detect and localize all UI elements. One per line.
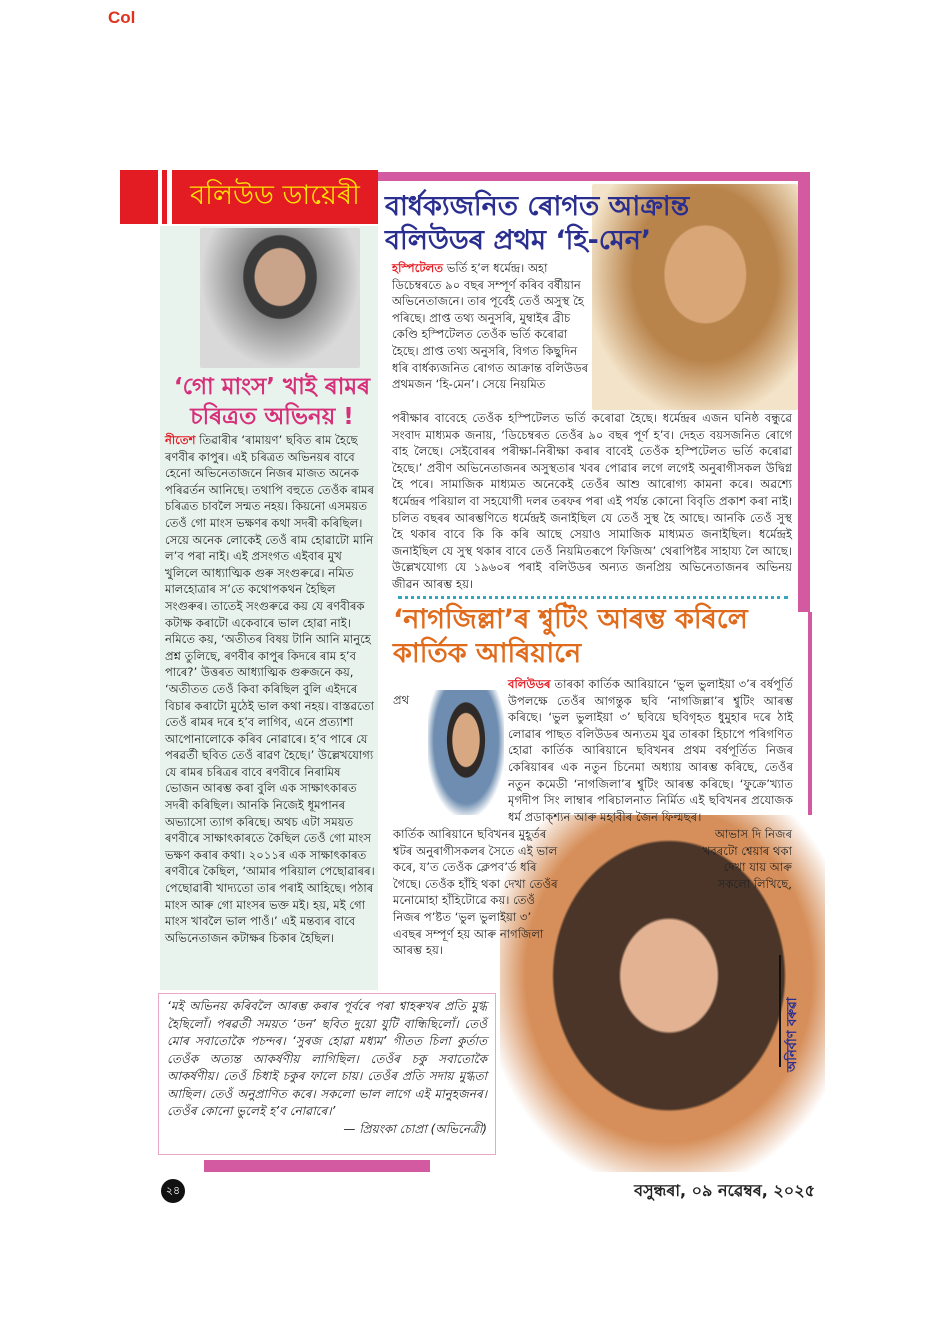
article3-prefix: প্ৰথ xyxy=(393,692,409,711)
pink-bar-bottom xyxy=(204,1160,430,1172)
article2-headline: ‘গো মাংস’ খাই ৰামৰ চৰিত্ৰত অভিনয় ! xyxy=(173,374,371,430)
article2-body xyxy=(165,432,375,946)
article3-lead: বলিউডৰ xyxy=(508,677,551,691)
article3-body-top xyxy=(508,676,793,825)
article3-text-a: তাৰকা কাৰ্তিক আৰিয়ানে ‘ভুল ভুলাইয়া ৩’ৰ বৰ্ষপূৰ্তি উপলক্ষে তেওঁৰ আগন্তুক ছবি ‘নাগজিল্লা’ৰ শ্বুটিং আৰম্ভ কৰিছে। ‘ভুল ভুলাইয়া ৩’ ছবিয়ে ছবিগৃহত ধুমুহাৰ দৰে ঠাই লোৱাৰ পাছত বলিউডৰ অন্যতম যুৱ তাৰকা হিচাপে পৰিগণিত হোৱা কাৰ্তিক আৰিয়ানে ছবিখনৰ প্ৰথম বৰ্ষপূৰ্তিত নিজৰ কেৰিয়াৰৰ এক নতুন চিনেমা অধ্যায় আৰম্ভ কৰিছে, তেওঁৰ নতুন কমেডী ‘নাগজিলা’ৰ শ্বুটিং আৰম্ভ কৰিছে। ‘ফুক্ৰে’খ্যাত মৃগদীপ সিং লাম্বাৰ পৰিচালনাত নিৰ্মিত এই ছবিখনৰ প্ৰযোজক ধৰ্ম প্ৰডাক্‌শ্যন আৰু মহাবীৰ জৈন ফিল্মছৰ। xyxy=(508,677,793,824)
section-title: বলিউড ডায়েৰী xyxy=(172,170,378,224)
ranbir-kapoor-photo xyxy=(200,228,360,368)
article1-text-b: পৰীক্ষাৰ বাবেহে তেওঁক হস্পিটেলত ভৰ্তি কৰোৱা হৈছে। ধৰ্মেন্দ্ৰৰ এজন ঘনিষ্ঠ বন্ধুৱে সংবাদ মাধ্যমক জনায়, ‘ডিচেম্বৰত তেওঁৰ ৯০ বছৰ পূৰ্ণ হ’ব। দেহত বয়সজনিত ৰোগে বাহ লৈছে। সেইবোৰৰ পৰীক্ষা-নিৰীক্ষা কৰাৰ বাবেই তেওঁক হস্পিটেলত ভৰ্তি কৰোৱা হৈছে।’ প্ৰবীণ অভিনেতাজনৰ অসুস্থতাৰ খবৰ পোৱাৰ লগে লগেই অনুৰাগীসকল উদ্বিগ্ন হৈ পৰে। সামাজিক মাধ্যমত অনেকেই তেওঁৰ আশু আৰোগ্য কামনা কৰে। অৱশ্যে ধৰ্মেন্দ্ৰৰ পৰিয়াল বা সহযোগী দলৰ তৰফৰ পৰা এই পৰ্যন্ত কোনো বিবৃতি প্ৰকাশ কৰা নাই। চলিত বছৰৰ আৰম্ভণিতে ধৰ্মেন্দ্ৰই জনাইছিল যে তেওঁ সুস্থ হৈ আছে। আনকি তেওঁ সুস্থ হৈ থকাৰ বাবে কি কি কৰি আছে সেয়াও সামাজিক মাধ্যমত জনাইছিল। ধৰ্মেন্দ্ৰই জনাইছিল যে সুস্থ থকাৰ বাবে তেওঁ নিয়মিতৰূপে ফিজিঅ’ থেৰাপিষ্টৰ সাহায্য লৈ আছে। উল্লেখযোগ্য যে ১৯৬০ৰ পৰাই বলিউডৰ অন্যত জনপ্ৰিয় অভিনেতাজনৰ অভিনয় জীৱন আৰম্ভ হয়। xyxy=(392,411,792,591)
byline-rule xyxy=(779,955,781,1067)
quote-text: ‘মই অভিনয় কৰিবলৈ আৰম্ভ কৰাৰ পূৰ্বৰে পৰা শ্বাহৰুখৰ প্ৰতি মুগ্ধ হৈছিলোঁ। পৰৱৰ্তী সময়ত ‘ডন’ ছবিত দুয়ো যুটি বান্ধিছিলোঁ। তেওঁ মোৰ সবাতোকৈ পচন্দৰ। ‘সুৰজ হোৱা মধ্যম’ গীতত চিলা কুৰ্তাত তেওঁক অত্যন্ত আকৰ্ষণীয় লাগিছিল। তেওঁৰ চকু সবাতোকৈ আকৰ্ষণীয়। তেওঁ চিধাই চকুৰ ফালে চায়। তেওঁৰ প্ৰতি সদায় মুগ্ধতা আছিল। তেওঁ অনুপ্ৰাণিত কৰে। সকলো ভাল লাগে এই মানুহজনৰ। তেওঁৰ কোনো ভুলেই হ’ব নোৱাৰে।’ xyxy=(167,999,487,1118)
corner-label: Col xyxy=(108,8,136,27)
section-banner-stripe xyxy=(162,170,167,224)
article3-text-b: কাৰ্তিক আৰিয়ানে ছবিখনৰ মুহূৰ্তৰ শ্বটৰ অনুৰাগীসকলৰ সৈতে এই ভাল কৰে, য’ত তেওঁক ক্লেপব’ৰ্ড ধৰি গৈছে। তেওঁক হাঁহি থকা দেখা তেওঁৰ মনোমোহা হাঁহিটোৱে কয়। তেওঁ নিজৰ প’ষ্টত ‘ভুল ভুলাইয়া ৩’ এবছৰ সম্পূৰ্ণ হয় আৰু নাগজিলা আৰম্ভ হয়। xyxy=(393,827,558,958)
article3-text-c: আভাস দি নিজৰ খবৰটো শ্বেয়াৰ থকা দেখা যায় আৰু সকলো লিখিছে, xyxy=(702,827,792,891)
section-banner-block xyxy=(120,170,158,224)
article1-text-a: ভৰ্তি হ’ল ধৰ্মেন্দ্ৰ। অহা ডিচেম্বৰতে ৯০ বছৰ সম্পূৰ্ণ কৰিব বৰ্ষীয়ান অভিনেতাজনে। তাৰ পূৰ্বেই তেওঁ অসুস্থ হৈ পৰিছে। প্ৰাপ্ত তথ্য অনুসৰি, মুম্বাইৰ ব্ৰীচ কেণ্ডি হস্পিটেলত তেওঁক ভৰ্তি কৰোৱা হৈছে। প্ৰাপ্ত তথ্য অনুসৰি, বিগত কিছুদিন ধৰি বাৰ্ধক্যজনিত ৰোগত আক্ৰান্ত বলিউডৰ প্ৰথমজন ‘হি-মেন’। সেয়ে নিয়মিত xyxy=(392,261,589,392)
article2-text: তিৱাৰীৰ ‘ৰামায়ণ’ ছবিত ৰাম হৈছে ৰণবীৰ কাপুৰ। এই চৰিত্ৰত অভিনয়ৰ বাবে হেনো অভিনেতাজনে নিজৰ মাজত অনেক পৰিৱৰ্তন আনিছে। তথাপি বহুতে তেওঁক ৰামৰ চৰিত্ৰত চাবলৈ সন্মত নহয়। কিয়নো এসময়ত তেওঁ গো মাংস ভক্ষণৰ কথা সদৰী কৰিছিল। সেয়ে অনেক লোকেই তেওঁ ৰাম হোৱাটো মানি ল’ব পৰা নাই। এই প্ৰসংগত এইবাৰ মুখ খুলিলে আধ্যাত্মিক গুৰু সংগুৰুৱে। নমিত মালহোত্ৰাৰ স’তে কথোপকথন হৈছিল সংগুৰুৰ। তাতেই সংগুৰুৱে কয় যে ৰণবীৰক কটাক্ষ কৰাটো একেবাৰে ভাল হোৱা নাই। নমিতে কয়, ‘অতীতৰ বিষয় টানি আনি মানুহে প্ৰশ্ন তুলিছে, ৰণবীৰ কাপুৰ কিদৰে ৰাম হ’ব পাৰে?’ উত্তৰত আধ্যাত্মিক গুৰুজনে কয়, ‘অতীতত তেওঁ কিবা কৰিছিল বুলি এইদৰে বিচাৰ কৰাটো মুঠেই ভাল কথা নহয়। বাস্তৱতো তেওঁ ৰামৰ দৰে হ’ব লাগিব, এনে প্ৰত্যাশা আপোনালোকে কৰিব নোৱাৰে। হ’ব পাৰে যে পৰৱৰ্তী ছবিত তেওঁ ৰাৱণ হৈছে।’ উল্লেখযোগ্য যে ৰামৰ চৰিত্ৰৰ বাবে ৰণবীৰে নিৰামিষ ভোজন আৰম্ভ কৰা বুলি এক সাক্ষাৎকাৰত সদৰী কৰিছিল। আনকি নিজেই ধূমপানৰ অভ্যাসো ত্যাগ কৰিছে। অথচ এটা সময়ত ৰণবীৰে সাক্ষাৎকাৰতে কৈছিল তেওঁ গো মাংস ভক্ষণ কৰাৰ কথা। ২০১১ৰ এক সাক্ষাৎকাৰত ৰণবীৰে কৈছিল, ‘আমাৰ পৰিয়াল পেছোৱাৰৰ। পেছোৱাৰী খাদ্যতো তাৰ পৰাই আহিছে। পঠাৰ মাংস আৰু গো মাংসৰ ভক্ত মই। হয়, মই গো মাংস খাবলৈ ভাল পাওঁ।’ এই মন্তব্যৰ বাবে অভিনেতাজন কটাক্ষৰ চিকাৰ হৈছিল। xyxy=(165,433,375,945)
publication-date: ০৯ নৱেম্বৰ, ২০২৫ xyxy=(691,1181,815,1200)
quote-box xyxy=(158,993,496,1155)
page-number: ২৪ xyxy=(161,1179,185,1203)
article1-headline: বাৰ্ধক্যজনিত ৰোগত আক্ৰান্ত বলিউডৰ প্ৰথম ‘হি-মেন’ xyxy=(385,191,690,256)
publication-name: বসুন্ধৰা, xyxy=(634,1181,687,1200)
footer-publication xyxy=(560,1178,815,1205)
kartik-aaryan-photo xyxy=(428,690,504,815)
article1-lead: হস্পিটেলত xyxy=(392,261,444,275)
pink-frame-top xyxy=(378,172,810,181)
byline: অনিৰ্বাণ বৰুৱা xyxy=(785,997,800,1072)
article3-headline: ‘নাগজিল্লা’ৰ শ্বুটিং আৰম্ভ কৰিলে কাৰ্তিক আৰিয়ানে xyxy=(393,604,748,669)
quote-source: — প্ৰিয়ংকা চোপ্ৰা (অভিনেত্ৰী) xyxy=(343,1121,487,1136)
article2-lead: নীতেশ xyxy=(165,433,196,447)
dotted-divider xyxy=(398,596,788,599)
pink-frame-right-lower xyxy=(808,612,812,822)
article1-body-top xyxy=(392,260,592,393)
pink-frame-right xyxy=(798,172,810,612)
